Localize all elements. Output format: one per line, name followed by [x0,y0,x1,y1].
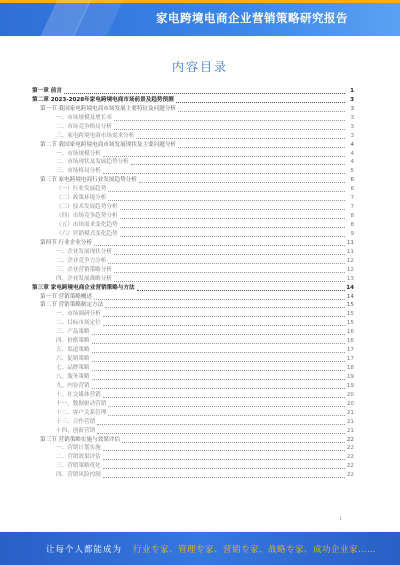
toc-entry-page: 16 [346,338,354,345]
toc-entry[interactable] [32,140,354,149]
toc-entry-title: （四）市场竞争趋势分析 [56,213,118,220]
toc-entry[interactable] [32,166,354,175]
toc-entry[interactable] [32,408,354,417]
toc-entry-title: 第二节 我国家电跨境电商市场发展现状及主要问题分析 [40,141,177,148]
toc-entry-title: 一、市场调研分析 [56,311,101,318]
toc-entry[interactable] [32,318,354,327]
toc-entry[interactable] [32,417,354,426]
toc-entry-page: 14 [346,293,354,300]
toc-entry[interactable] [32,104,354,113]
toc-dot-leader [178,141,345,148]
toc-entry-title: 三、市场格局分析 [56,168,101,175]
toc-dot-leader [105,301,345,308]
toc-entry[interactable] [32,283,354,292]
toc-entry-title: 八、服务策略 [56,373,90,380]
toc-entry-page: 8 [350,222,354,228]
toc-entry-title: 第四节 行业企业分析 [40,239,93,246]
toc-entry-page: 13 [346,275,354,282]
toc-entry[interactable] [32,435,354,444]
toc-dot-leader [122,436,345,443]
toc-dot-leader [120,221,345,228]
toc-entry-title: 二、企业竞争力分析 [56,257,107,264]
toc-heading: 内容目录 [171,60,228,74]
toc-dot-leader [103,319,345,326]
toc-entry[interactable] [32,470,354,479]
toc-dot-leader [103,167,345,174]
toc-entry-title: 二、目标市场定位 [56,320,101,327]
toc-entry-page: 6 [350,186,354,193]
toc-dot-leader [131,158,345,165]
toc-entry-page: 12 [346,266,354,273]
toc-dot-leader [114,248,345,255]
toc-dot-leader [94,239,345,246]
toc-entry-title: 四、价格策略 [56,338,90,345]
toc-entry-page: 14 [346,284,354,291]
table-of-contents [32,86,354,479]
page-marker: 1 [339,516,342,521]
toc-entry-title: （三）技术发展趋势分析 [56,204,118,211]
toc-entry-page: 3 [350,123,354,130]
toc-entry-title: 第一节 我国家电跨境电商市场发展主要特征及问题分析 [40,105,177,112]
toc-entry-title: 三、产品策略 [56,329,90,336]
toc-dot-leader [108,194,345,201]
toc-dot-leader [92,382,345,389]
toc-dot-leader [139,176,345,183]
toc-entry-title: 一、企业发展现状分析 [56,248,112,255]
toc-dot-leader [103,462,345,469]
toc-entry-title: 第二节 营销策略制定方法 [40,302,104,309]
toc-entry[interactable] [32,372,354,381]
toc-entry-page: 15 [346,311,354,318]
toc-dot-leader [120,203,345,210]
toc-entry-page: 4 [350,159,354,166]
toc-entry-title: 五、渠道策略 [56,347,90,354]
toc-dot-leader [120,230,345,237]
toc-entry-title: 十二、客户关系管理 [56,409,107,416]
toc-dot-leader [103,471,345,478]
toc-entry[interactable] [32,327,354,336]
toc-entry-page: 20 [346,400,354,407]
toc-entry-page: 22 [346,445,354,452]
toc-entry[interactable] [32,113,354,122]
toc-entry[interactable] [32,238,354,247]
toc-dot-leader [108,400,345,407]
header-bar [0,0,400,36]
toc-entry[interactable] [32,193,354,202]
toc-dot-leader [108,185,345,192]
toc-entry-page: 16 [346,329,354,336]
toc-entry[interactable] [32,381,354,390]
toc-dot-leader [103,310,345,317]
toc-dot-leader [92,364,345,371]
report-title: 家电跨境电商企业营销策略研究报告 [156,11,348,25]
toc-entry-title: 一、营销计划实施 [56,445,101,452]
toc-dot-leader [136,132,345,139]
toc-entry[interactable] [32,158,354,167]
toc-dot-leader [103,444,345,451]
toc-entry-title: 七、品牌策略 [56,365,90,371]
toc-entry[interactable] [32,354,354,363]
toc-entry-page: 18 [346,365,354,371]
toc-entry-title: 十一、数据驱动营销 [56,400,107,407]
toc-entry-title: 二、市场竞争格局分析 [56,123,112,130]
toc-entry-title: 三、企业营销策略分析 [56,266,112,273]
toc-entry-title: 三、家电跨境电商市场需求分析 [56,132,135,139]
toc-entry[interactable] [32,202,354,211]
toc-entry[interactable] [32,461,354,470]
toc-entry[interactable] [32,345,354,354]
toc-entry-page: 3 [350,132,354,139]
toc-entry-title: 二、营销效果评估 [56,454,101,461]
toc-dot-leader [92,346,345,353]
toc-entry-page: 7 [350,204,354,211]
toc-entry[interactable] [32,452,354,461]
toc-entry-title: 第三章 家电跨境电商企业营销策略与方法 [32,284,135,291]
toc-dot-leader [108,257,345,264]
toc-dot-leader [176,96,345,103]
toc-entry-page: 22 [346,436,354,443]
toc-entry-page: 3 [350,114,354,121]
toc-entry-page: 15 [346,320,354,327]
toc-entry[interactable] [32,149,354,158]
toc-entry[interactable] [32,336,354,345]
toc-entry[interactable] [32,122,354,131]
toc-entry-title: 第三节 营销策略实施与效果评估 [40,436,121,443]
toc-dot-leader [114,275,345,282]
toc-entry-page: 8 [350,213,354,220]
toc-entry-title: 十三、合作营销 [56,418,96,425]
toc-dot-leader [92,337,345,344]
toc-entry-page: 22 [346,472,354,479]
toc-entry-title: 一、市场规模分析 [56,150,101,157]
toc-entry[interactable] [32,301,354,310]
toc-entry-title: 第三节 家电跨境电商行业发展趋势分析 [40,177,137,184]
toc-entry-title: （五）市场需求变化趋势 [56,222,118,228]
toc-entry-page: 1 [350,87,354,94]
toc-entry[interactable] [32,426,354,435]
toc-entry-page: 22 [346,454,354,461]
toc-entry[interactable] [32,363,354,372]
toc-entry[interactable] [32,309,354,318]
toc-entry-title: （一）行业发展趋势 [56,186,107,193]
toc-entry-title: 第一章 前言 [32,87,62,94]
toc-entry-title: 九、内容营销 [56,382,90,389]
toc-entry-page: 21 [346,427,354,434]
toc-dot-leader [97,427,345,434]
toc-entry-title: 十四、创新营销 [56,427,96,434]
toc-entry[interactable] [32,220,354,229]
toc-entry[interactable] [32,131,354,140]
toc-entry-page: 3 [350,105,354,112]
toc-dot-leader [137,284,345,291]
toc-dot-leader [92,355,345,362]
toc-entry-title: 十、社交媒体营销 [56,391,101,398]
toc-entry-title: 第二章 2023-2028年家电跨境电商市场前景及趋势预测 [32,96,174,103]
toc-entry-page: 22 [346,463,354,470]
toc-entry[interactable] [32,86,354,95]
toc-entry-page: 11 [346,248,354,255]
toc-entry-page: 7 [350,195,354,202]
footer-slogan-left: 让每个人都能成为 [46,545,123,555]
toc-entry-page: 4 [350,150,354,157]
toc-entry-page: 17 [346,347,354,354]
toc-entry-page: 9 [350,230,354,237]
toc-entry-page: 4 [350,141,354,148]
toc-entry-page: 21 [346,418,354,425]
toc-entry-page: 21 [346,409,354,416]
toc-dot-leader [92,328,345,335]
toc-entry[interactable] [32,390,354,399]
toc-entry-page: 20 [346,391,354,398]
toc-entry-page: 17 [346,356,354,363]
toc-entry-title: 四、营销风险控制 [56,472,101,479]
toc-dot-leader [114,123,345,130]
toc-entry-page: 19 [346,382,354,389]
toc-dot-leader [103,391,345,398]
toc-entry-page: 5 [350,168,354,175]
toc-entry[interactable] [32,184,354,193]
toc-entry-page: 3 [350,96,354,103]
toc-dot-leader [108,409,345,416]
toc-entry-title: 一、市场规模及增长率 [56,114,112,121]
toc-entry[interactable] [32,444,354,453]
toc-entry[interactable] [32,256,354,265]
toc-entry[interactable] [32,175,354,184]
toc-entry-page: 11 [346,239,354,246]
toc-dot-leader [114,114,345,121]
toc-entry-title: 四、企业发展战略分析 [56,275,112,282]
toc-entry-title: （六）营销模式变化趋势 [56,230,118,237]
toc-entry-page: 15 [346,302,354,309]
footer-slogan-right: 行业专家、管理专家、营销专家、战略专家、成功企业家…… [133,545,377,555]
toc-entry[interactable] [32,292,354,301]
toc-entry-title: 三、营销策略优化 [56,463,101,470]
toc-entry[interactable] [32,399,354,408]
toc-entry-page: 19 [346,373,354,380]
toc-dot-leader [97,418,345,425]
toc-entry-page: 6 [350,177,354,184]
toc-entry[interactable] [32,265,354,274]
toc-entry-title: 二、市场现状及发展趋势分析 [56,159,129,166]
toc-dot-leader [114,266,345,273]
toc-entry-title: 第一节 营销策略概述 [40,293,93,300]
toc-dot-leader [103,453,345,460]
toc-dot-leader [94,293,345,300]
toc-dot-leader [103,150,345,157]
toc-entry-title: （二）政策环境分析 [56,195,107,202]
toc-entry-page: 12 [346,257,354,264]
toc-dot-leader [92,373,345,380]
toc-entry[interactable] [32,247,354,256]
toc-entry[interactable] [32,95,354,104]
toc-dot-leader [64,87,345,94]
toc-dot-leader [120,212,345,219]
toc-entry-title: 六、促销策略 [56,356,90,363]
toc-entry[interactable] [32,229,354,238]
toc-dot-leader [178,105,345,112]
footer-bar [0,532,400,565]
toc-entry[interactable] [32,274,354,283]
toc-entry[interactable] [32,211,354,220]
